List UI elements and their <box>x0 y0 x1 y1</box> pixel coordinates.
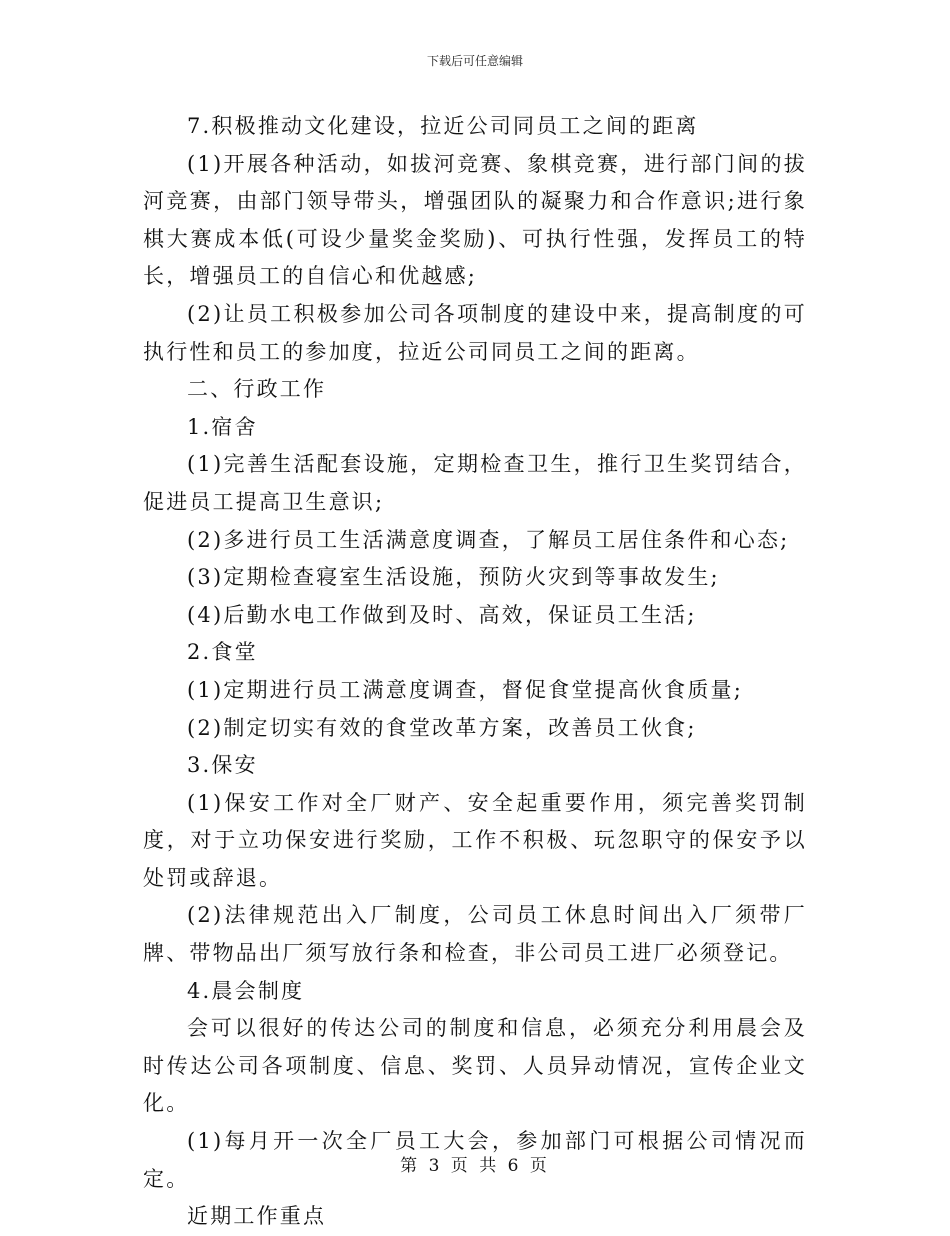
paragraph: (1)每月开一次全厂员工大会，参加部门可根据公司情况而定。 <box>143 1129 807 1191</box>
paragraph: (1)完善生活配套设施，定期检查卫生，推行卫生奖罚结合，促进员工提高卫生意识; <box>143 452 807 514</box>
paragraph: (2)多进行员工生活满意度调查，了解员工居住条件和心态; <box>187 527 790 552</box>
page-header: 下载后可任意编辑 <box>426 54 523 68</box>
paragraph: (1)保安工作对全厂财产、安全起重要作用，须完善奖罚制度，对于立功保安进行奖励，工作不积极、玩忽职守的保安予以处罚或辞退。 <box>143 790 807 890</box>
document-body <box>143 108 807 1236</box>
subsection-heading: 2.食堂 <box>187 640 258 665</box>
paragraph: (4)后勤水电工作做到及时、高效，保证员工生活; <box>187 602 697 627</box>
subsection-heading: 4.晨会制度 <box>187 978 305 1003</box>
paragraph: (1)开展各种活动，如拔河竞赛、象棋竞赛，进行部门间的拔河竞赛，由部门领导带头，增强团队的凝聚力和合作意识;进行象棋大赛成本低(可设少量奖金奖励)、可执行性强，发挥员工的特长，增强员工的自信心和优越感; <box>143 151 807 289</box>
paragraph: 会可以很好的传达公司的制度和信息，必须充分利用晨会及时传达公司各项制度、信息、奖罚、人员异动情况，宣传企业文化。 <box>143 1016 807 1116</box>
paragraph: (2)让员工积极参加公司各项制度的建设中来，提高制度的可执行性和员工的参加度，拉近公司同员工之间的距离。 <box>143 301 807 364</box>
paragraph: (2)法律规范出入厂制度，公司员工休息时间出入厂须带厂牌、带物品出厂须写放行条和检查，非公司员工进厂必须登记。 <box>143 903 807 966</box>
page-number: 第 3 页 共 6 页 <box>400 1156 550 1176</box>
paragraph: (3)定期检查寝室生活设施，预防火灾到等事故发生; <box>187 565 720 590</box>
paragraph: (1)定期进行员工满意度调查，督促食堂提高伙食质量; <box>187 677 744 702</box>
section-heading: 二、行政工作 <box>187 377 327 402</box>
subsection-heading: 3.保安 <box>187 753 258 778</box>
paragraph: 7.积极推动文化建设，拉近公司同员工之间的距离 <box>187 114 699 138</box>
paragraph: (2)制定切实有效的食堂改革方案，改善员工伙食; <box>187 715 697 740</box>
subsection-heading: 1.宿舍 <box>187 414 258 439</box>
paragraph: 近期工作重点 <box>187 1204 327 1229</box>
